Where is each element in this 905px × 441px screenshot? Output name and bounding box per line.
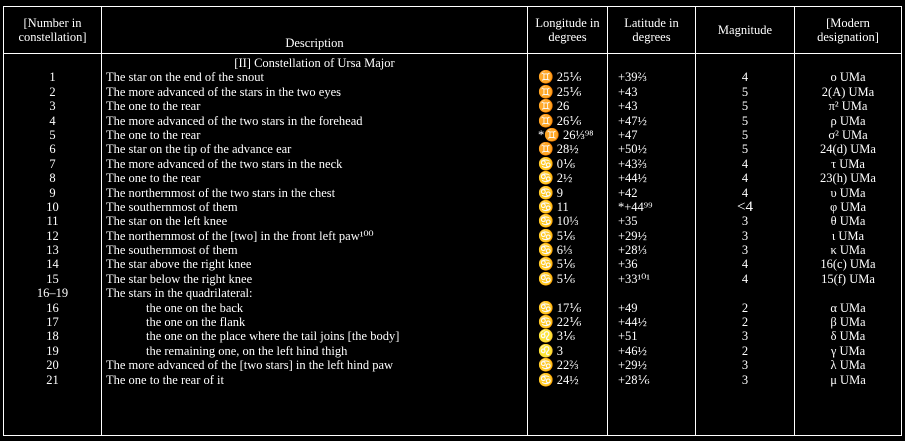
row-description: The southernmost of them: [106, 243, 238, 258]
row-longitude: ♋ 17⅙: [538, 300, 582, 315]
row-description: the one on the back: [146, 300, 244, 315]
row-latitude: +47: [618, 127, 638, 142]
row-latitude: +29½: [618, 358, 647, 373]
row-magnitude: 2: [741, 343, 749, 358]
row-designation: ι UMa: [831, 228, 865, 243]
row-latitude: +28⅓: [618, 243, 647, 258]
row-designation: β UMa: [830, 315, 866, 330]
row-number: 4: [49, 113, 56, 128]
row-designation: τ UMa: [831, 156, 865, 171]
row-longitude: ♋ 24½: [538, 372, 579, 387]
row-description: The star on the end of the snout: [106, 70, 264, 85]
row-description: the one on the place where the tail joins [the body]: [146, 329, 400, 344]
row-latitude: +33¹⁰¹: [618, 271, 651, 286]
row-longitude: ♌ 3⅙: [538, 329, 576, 344]
row-latitude: +28⅙: [618, 372, 650, 387]
row-latitude: +29½: [618, 228, 647, 243]
row-longitude: *♊ 26⅓⁹⁸: [538, 127, 594, 142]
row-number: 16–19: [36, 286, 69, 301]
star-catalogue-table-wrapper: [3, 6, 901, 436]
row-description: The star on the tip of the advance ear: [106, 142, 292, 157]
row-magnitude: 4: [741, 257, 749, 272]
row-description: The one to the rear: [106, 99, 201, 114]
row-latitude: +35: [618, 214, 638, 229]
row-designation: σ² UMa: [828, 127, 868, 142]
row-description: The one to the rear: [106, 127, 201, 142]
row-description: The northernmost of the [two] in the front left paw¹⁰⁰: [106, 228, 374, 243]
row-latitude: +36: [618, 257, 638, 272]
row-latitude: +46½: [618, 343, 647, 358]
row-description: The one to the rear of it: [106, 372, 225, 387]
row-designation: λ UMa: [830, 358, 866, 373]
row-magnitude: 5: [741, 113, 749, 128]
row-magnitude: [696, 286, 794, 300]
row-magnitude: 4: [741, 171, 749, 186]
row-magnitude: 3: [741, 243, 749, 258]
row-longitude: ♋ 9: [538, 185, 563, 200]
row-number: 10: [46, 199, 59, 214]
row-longitude: ♊ 25⅙: [538, 84, 582, 99]
row-magnitude: 3: [741, 214, 749, 229]
row-description: The southernmost of them: [106, 199, 238, 214]
header-longitude: Longitude in degrees: [528, 7, 608, 54]
row-description: The star above the right knee: [106, 257, 252, 272]
row-latitude: +50½: [618, 142, 647, 157]
row-magnitude: <4: [737, 199, 753, 215]
row-longitude: ♊ 26: [538, 99, 570, 114]
row-number: 14: [46, 257, 59, 272]
row-description: The more advanced of the two stars in the neck: [106, 156, 343, 171]
row-magnitude: 2: [741, 315, 749, 330]
row-magnitude: 4: [741, 156, 749, 171]
row-number: 7: [49, 156, 56, 171]
row-number: 12: [46, 228, 59, 243]
number-column: [4, 54, 102, 436]
row-designation: δ UMa: [830, 329, 866, 344]
row-number: 11: [46, 214, 59, 229]
row-designation: [795, 56, 901, 70]
row-magnitude: 3: [741, 228, 749, 243]
row-number: 1: [49, 70, 56, 85]
row-number: 3: [49, 99, 56, 114]
row-latitude: +51: [618, 329, 638, 344]
row-description: The more advanced of the two stars in the forehead: [106, 113, 363, 128]
row-designation: 15(f) UMa: [821, 271, 875, 286]
row-longitude: ♊ 25⅙: [538, 70, 582, 85]
header-latitude: Latitude in degrees: [608, 7, 696, 54]
row-latitude: +42: [618, 185, 638, 200]
row-longitude: ♌ 3: [538, 343, 563, 358]
row-designation: μ UMa: [830, 372, 866, 387]
designation-column: [795, 54, 902, 436]
star-catalogue-table: [3, 6, 902, 436]
latitude-column: [608, 54, 696, 436]
row-description: the remaining one, on the left hind thigh: [146, 343, 348, 358]
row-description: [II] Constellation of Ursa Major: [234, 56, 395, 70]
row-magnitude: 5: [741, 84, 749, 99]
row-description: The one to the rear: [106, 171, 201, 186]
row-latitude: +43: [618, 99, 638, 114]
header-row: [4, 7, 902, 54]
header-number: [Number in constellation]: [4, 7, 102, 54]
row-longitude: ♋ 6⅓: [538, 243, 573, 258]
row-number: 20: [46, 358, 59, 373]
row-designation: θ UMa: [830, 214, 866, 229]
row-designation: π² UMa: [828, 99, 868, 114]
row-latitude: [608, 56, 695, 70]
row-longitude: ♋ 5⅙: [538, 271, 576, 286]
row-description: The more advanced of the [two stars] in the left hind paw: [106, 358, 394, 373]
row-longitude: [528, 286, 607, 300]
row-designation: κ UMa: [830, 243, 866, 258]
row-longitude: ♋ 5⅙: [538, 257, 576, 272]
row-designation: γ UMa: [830, 343, 866, 358]
row-magnitude: 4: [741, 70, 749, 85]
row-number: 21: [46, 372, 59, 387]
row-designation: 24(d) UMa: [820, 142, 876, 157]
row-designation: υ UMa: [830, 185, 866, 200]
row-latitude: [608, 286, 695, 300]
row-number: 5: [49, 127, 56, 142]
row-number: 13: [46, 243, 59, 258]
description-column: [102, 54, 528, 436]
row-number: 9: [49, 185, 56, 200]
row-longitude: ♋ 0⅙: [538, 156, 576, 171]
row-magnitude: 4: [741, 185, 749, 200]
row-number: 18: [46, 329, 59, 344]
header-magnitude: Magnitude: [696, 7, 795, 54]
row-latitude: +39⅔: [618, 70, 647, 85]
row-longitude: [528, 56, 607, 70]
row-number: [4, 56, 101, 70]
row-latitude: +47½: [618, 113, 647, 128]
row-longitude: ♋ 11: [538, 199, 569, 214]
row-description: the one on the flank: [146, 315, 246, 330]
header-designation: [Modern designation]: [795, 7, 902, 54]
row-magnitude: [696, 56, 794, 70]
row-designation: [795, 286, 901, 300]
longitude-column: [528, 54, 608, 436]
row-magnitude: 5: [741, 142, 749, 157]
row-number: 19: [46, 343, 59, 358]
row-latitude: +44½: [618, 171, 647, 186]
row-magnitude: 3: [741, 329, 749, 344]
row-longitude: ♋ 2½: [538, 171, 573, 186]
row-longitude: ♊ 28½: [538, 142, 579, 157]
row-description: The star on the left knee: [106, 214, 228, 229]
row-number: 15: [46, 271, 59, 286]
row-designation: α UMa: [830, 300, 866, 315]
row-magnitude: 3: [741, 358, 749, 373]
row-description: The star below the right knee: [106, 271, 253, 286]
row-magnitude: 3: [741, 372, 749, 387]
row-magnitude: 5: [741, 127, 749, 142]
row-latitude: +43⅔: [618, 156, 647, 171]
row-number: 6: [49, 142, 56, 157]
row-magnitude: 5: [741, 99, 749, 114]
row-longitude: ♋ 10⅓: [538, 214, 579, 229]
row-longitude: ♋ 5⅙: [538, 228, 576, 243]
row-number: 16: [46, 300, 59, 315]
row-latitude: +49: [618, 300, 638, 315]
row-magnitude: 2: [741, 300, 749, 315]
row-description: The northernmost of the two stars in the chest: [106, 185, 336, 200]
row-number: 17: [46, 315, 59, 330]
row-latitude: *+44⁹⁹: [618, 199, 653, 214]
body-row: [4, 54, 902, 436]
row-designation: 2(A) UMa: [821, 84, 875, 99]
row-designation: φ UMa: [829, 199, 867, 214]
row-longitude: ♋ 22⅙: [538, 315, 582, 330]
magnitude-column: [696, 54, 795, 436]
row-magnitude: 4: [741, 271, 749, 286]
row-description: The more advanced of the stars in the two eyes: [106, 84, 341, 99]
row-latitude: +43: [618, 84, 638, 99]
row-number: 8: [49, 171, 56, 186]
row-designation: 23(h) UMa: [820, 171, 876, 186]
row-longitude: ♊ 26⅙: [538, 113, 582, 128]
row-designation: ο UMa: [830, 70, 866, 85]
row-number: 2: [49, 84, 56, 99]
row-designation: 16(c) UMa: [820, 257, 876, 272]
row-description: The stars in the quadrilateral:: [106, 286, 253, 301]
row-latitude: +44½: [618, 315, 647, 330]
row-designation: ρ UMa: [830, 113, 866, 128]
row-longitude: ♋ 22⅔: [538, 358, 579, 373]
header-description: Description: [102, 7, 528, 54]
